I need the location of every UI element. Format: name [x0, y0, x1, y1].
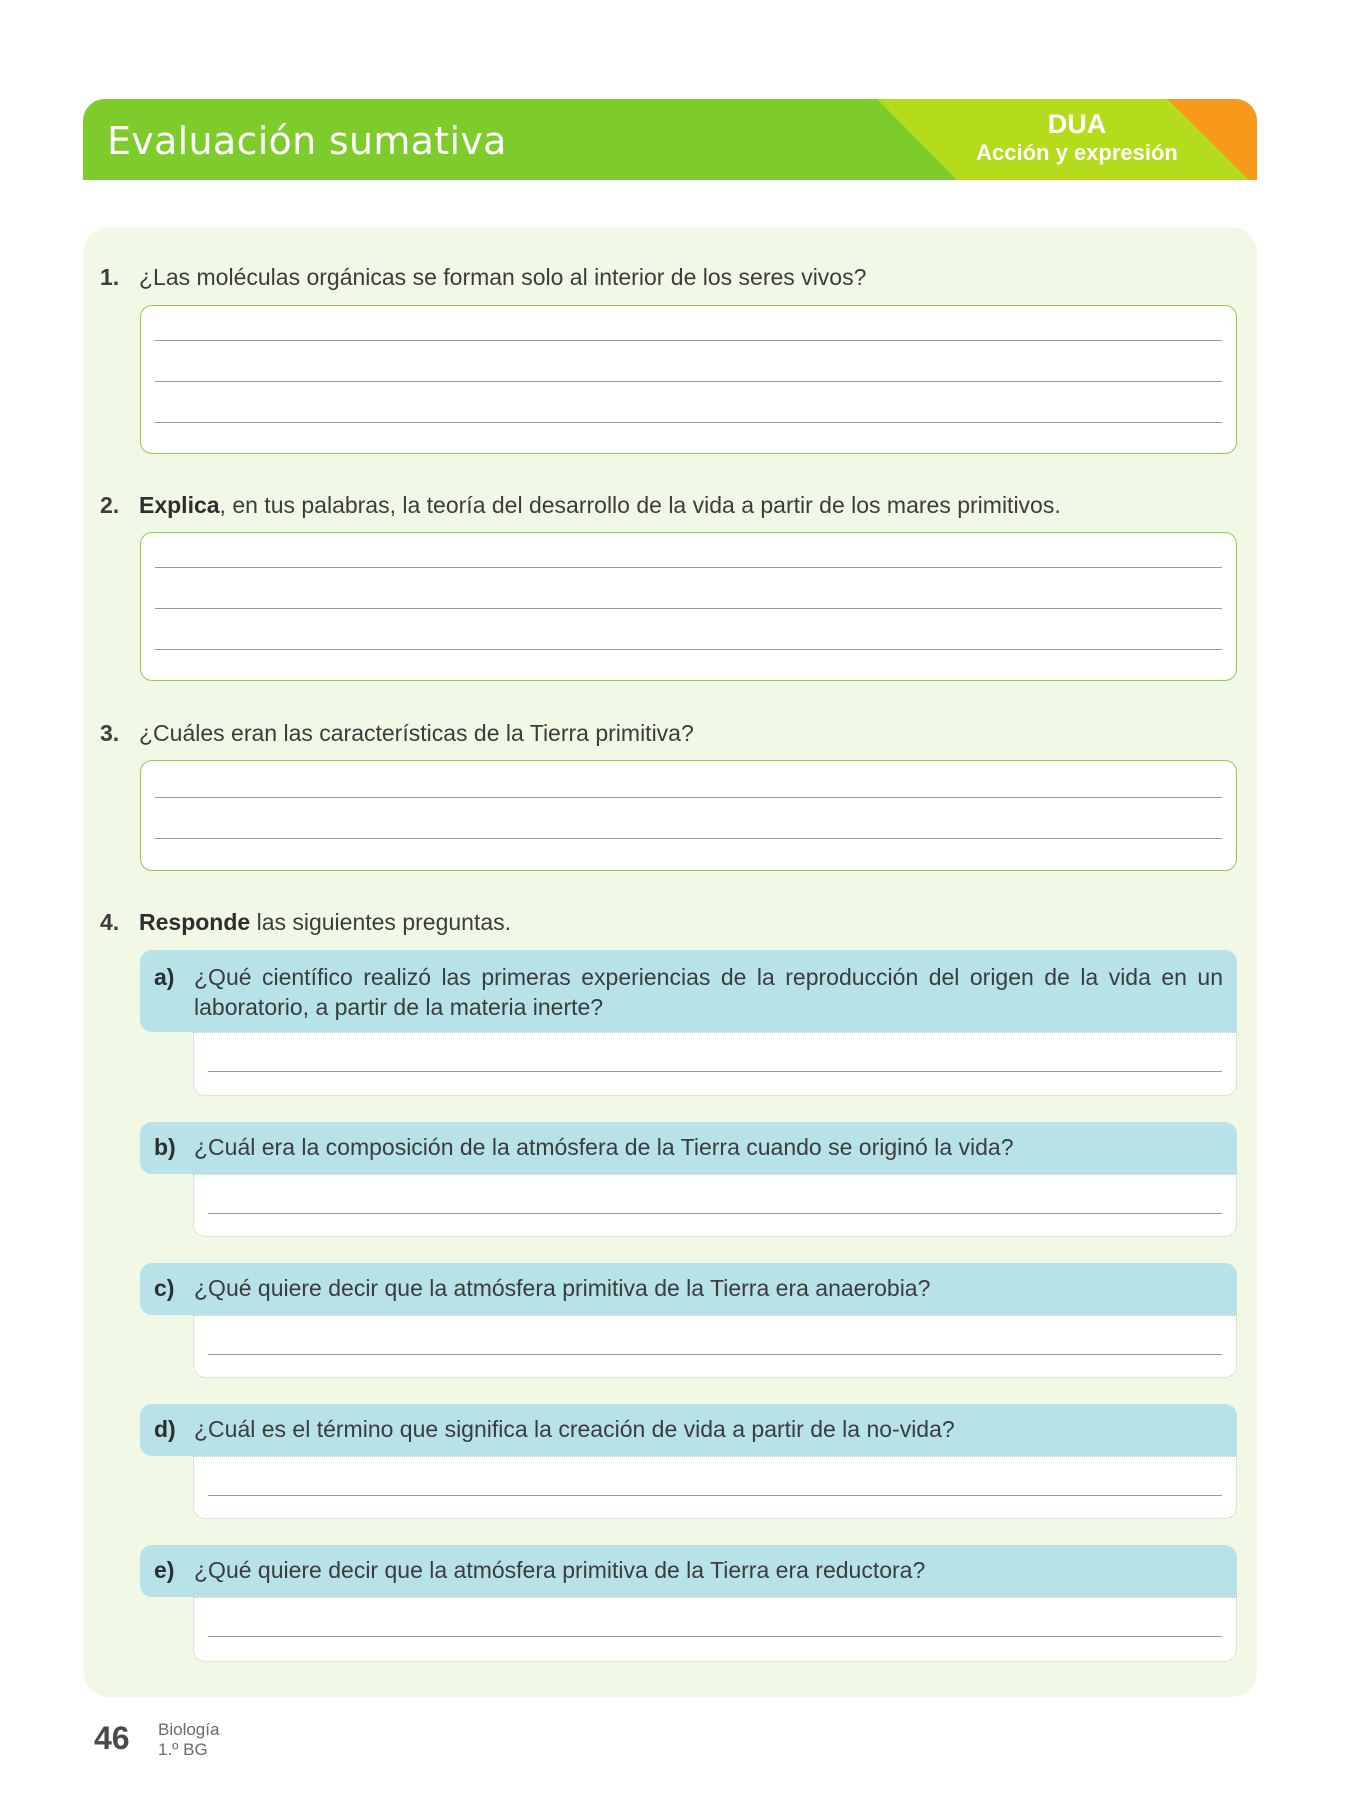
- subquestion-letter: d): [154, 1416, 176, 1442]
- question-number: 3.: [100, 720, 120, 746]
- subquestion-d: [140, 1404, 1237, 1456]
- subquestion-text: ¿Qué quiere decir que la atmósfera primitiva de la Tierra era anaerobia?: [194, 1275, 931, 1301]
- subquestion-letter: c): [154, 1275, 175, 1301]
- subquestion-letter: a): [154, 964, 175, 990]
- grade-level: 1.º BG: [158, 1740, 208, 1759]
- question-number: 2.: [100, 492, 120, 518]
- subquestion-e: [140, 1545, 1237, 1597]
- dua-badge: [957, 109, 1197, 167]
- subquestion-a: [140, 950, 1237, 1032]
- question-text-rest: , en tus palabras, la teoría del desarrollo de la vida a partir de los mares primitivos.: [219, 492, 1061, 518]
- subquestion-letter: b): [154, 1134, 176, 1160]
- subquestion-c: [140, 1263, 1237, 1315]
- subanswer-d[interactable]: [193, 1456, 1237, 1519]
- question-number: 1.: [100, 264, 120, 290]
- answer-box-3[interactable]: [140, 760, 1237, 871]
- page-number: 46: [94, 1720, 130, 1756]
- question-keyword: Explica: [139, 492, 220, 518]
- answer-line: [208, 1495, 1222, 1496]
- question-text: [139, 909, 511, 936]
- question-text: ¿Cuáles eran las características de la Tierra primitiva?: [139, 720, 694, 746]
- answer-line: [155, 567, 1222, 568]
- subquestion-letter: e): [154, 1557, 175, 1583]
- answer-line: [155, 838, 1222, 839]
- subquestion-text: ¿Qué científico realizó las primeras experiencias de la reproducción del origen de la vida en un laboratorio, a partir de la materia inerte?: [194, 964, 1223, 1020]
- subquestion-b: [140, 1122, 1237, 1174]
- dua-badge-subtitle: Acción y expresión: [976, 140, 1178, 165]
- subquestion-text: ¿Qué quiere decir que la atmósfera primitiva de la Tierra era reductora?: [194, 1557, 926, 1583]
- answer-line: [155, 649, 1222, 650]
- question-text: ¿Las moléculas orgánicas se forman solo al interior de los seres vivos?: [139, 264, 867, 290]
- answer-line: [155, 340, 1222, 341]
- answer-line: [208, 1636, 1222, 1637]
- question-keyword: Responde: [139, 909, 251, 935]
- page-title: Evaluación sumativa: [107, 119, 507, 163]
- subanswer-e[interactable]: [193, 1597, 1237, 1662]
- answer-line: [155, 797, 1222, 798]
- subanswer-b[interactable]: [193, 1174, 1237, 1237]
- subquestion-text: ¿Cuál es el término que significa la creación de vida a partir de la no-vida?: [194, 1416, 955, 1442]
- subquestion-text: ¿Cuál era la composición de la atmósfera de la Tierra cuando se originó la vida?: [194, 1134, 1014, 1160]
- answer-box-2[interactable]: [140, 532, 1237, 681]
- question-text-rest: las siguientes preguntas.: [250, 909, 512, 935]
- question-text: [139, 492, 1061, 519]
- subanswer-c[interactable]: [193, 1315, 1237, 1378]
- answer-line: [208, 1213, 1222, 1214]
- answer-line: [208, 1071, 1222, 1072]
- footer-subject: [158, 1720, 219, 1760]
- dua-badge-title: DUA: [1047, 109, 1107, 139]
- question-number: 4.: [100, 909, 120, 935]
- section-header: [83, 99, 1257, 180]
- answer-line: [155, 608, 1222, 609]
- subject-name: Biología: [158, 1720, 220, 1739]
- answer-line: [208, 1354, 1222, 1355]
- answer-box-1[interactable]: [140, 305, 1237, 454]
- answer-line: [155, 422, 1222, 423]
- answer-line: [155, 381, 1222, 382]
- subanswer-a[interactable]: [193, 1032, 1237, 1096]
